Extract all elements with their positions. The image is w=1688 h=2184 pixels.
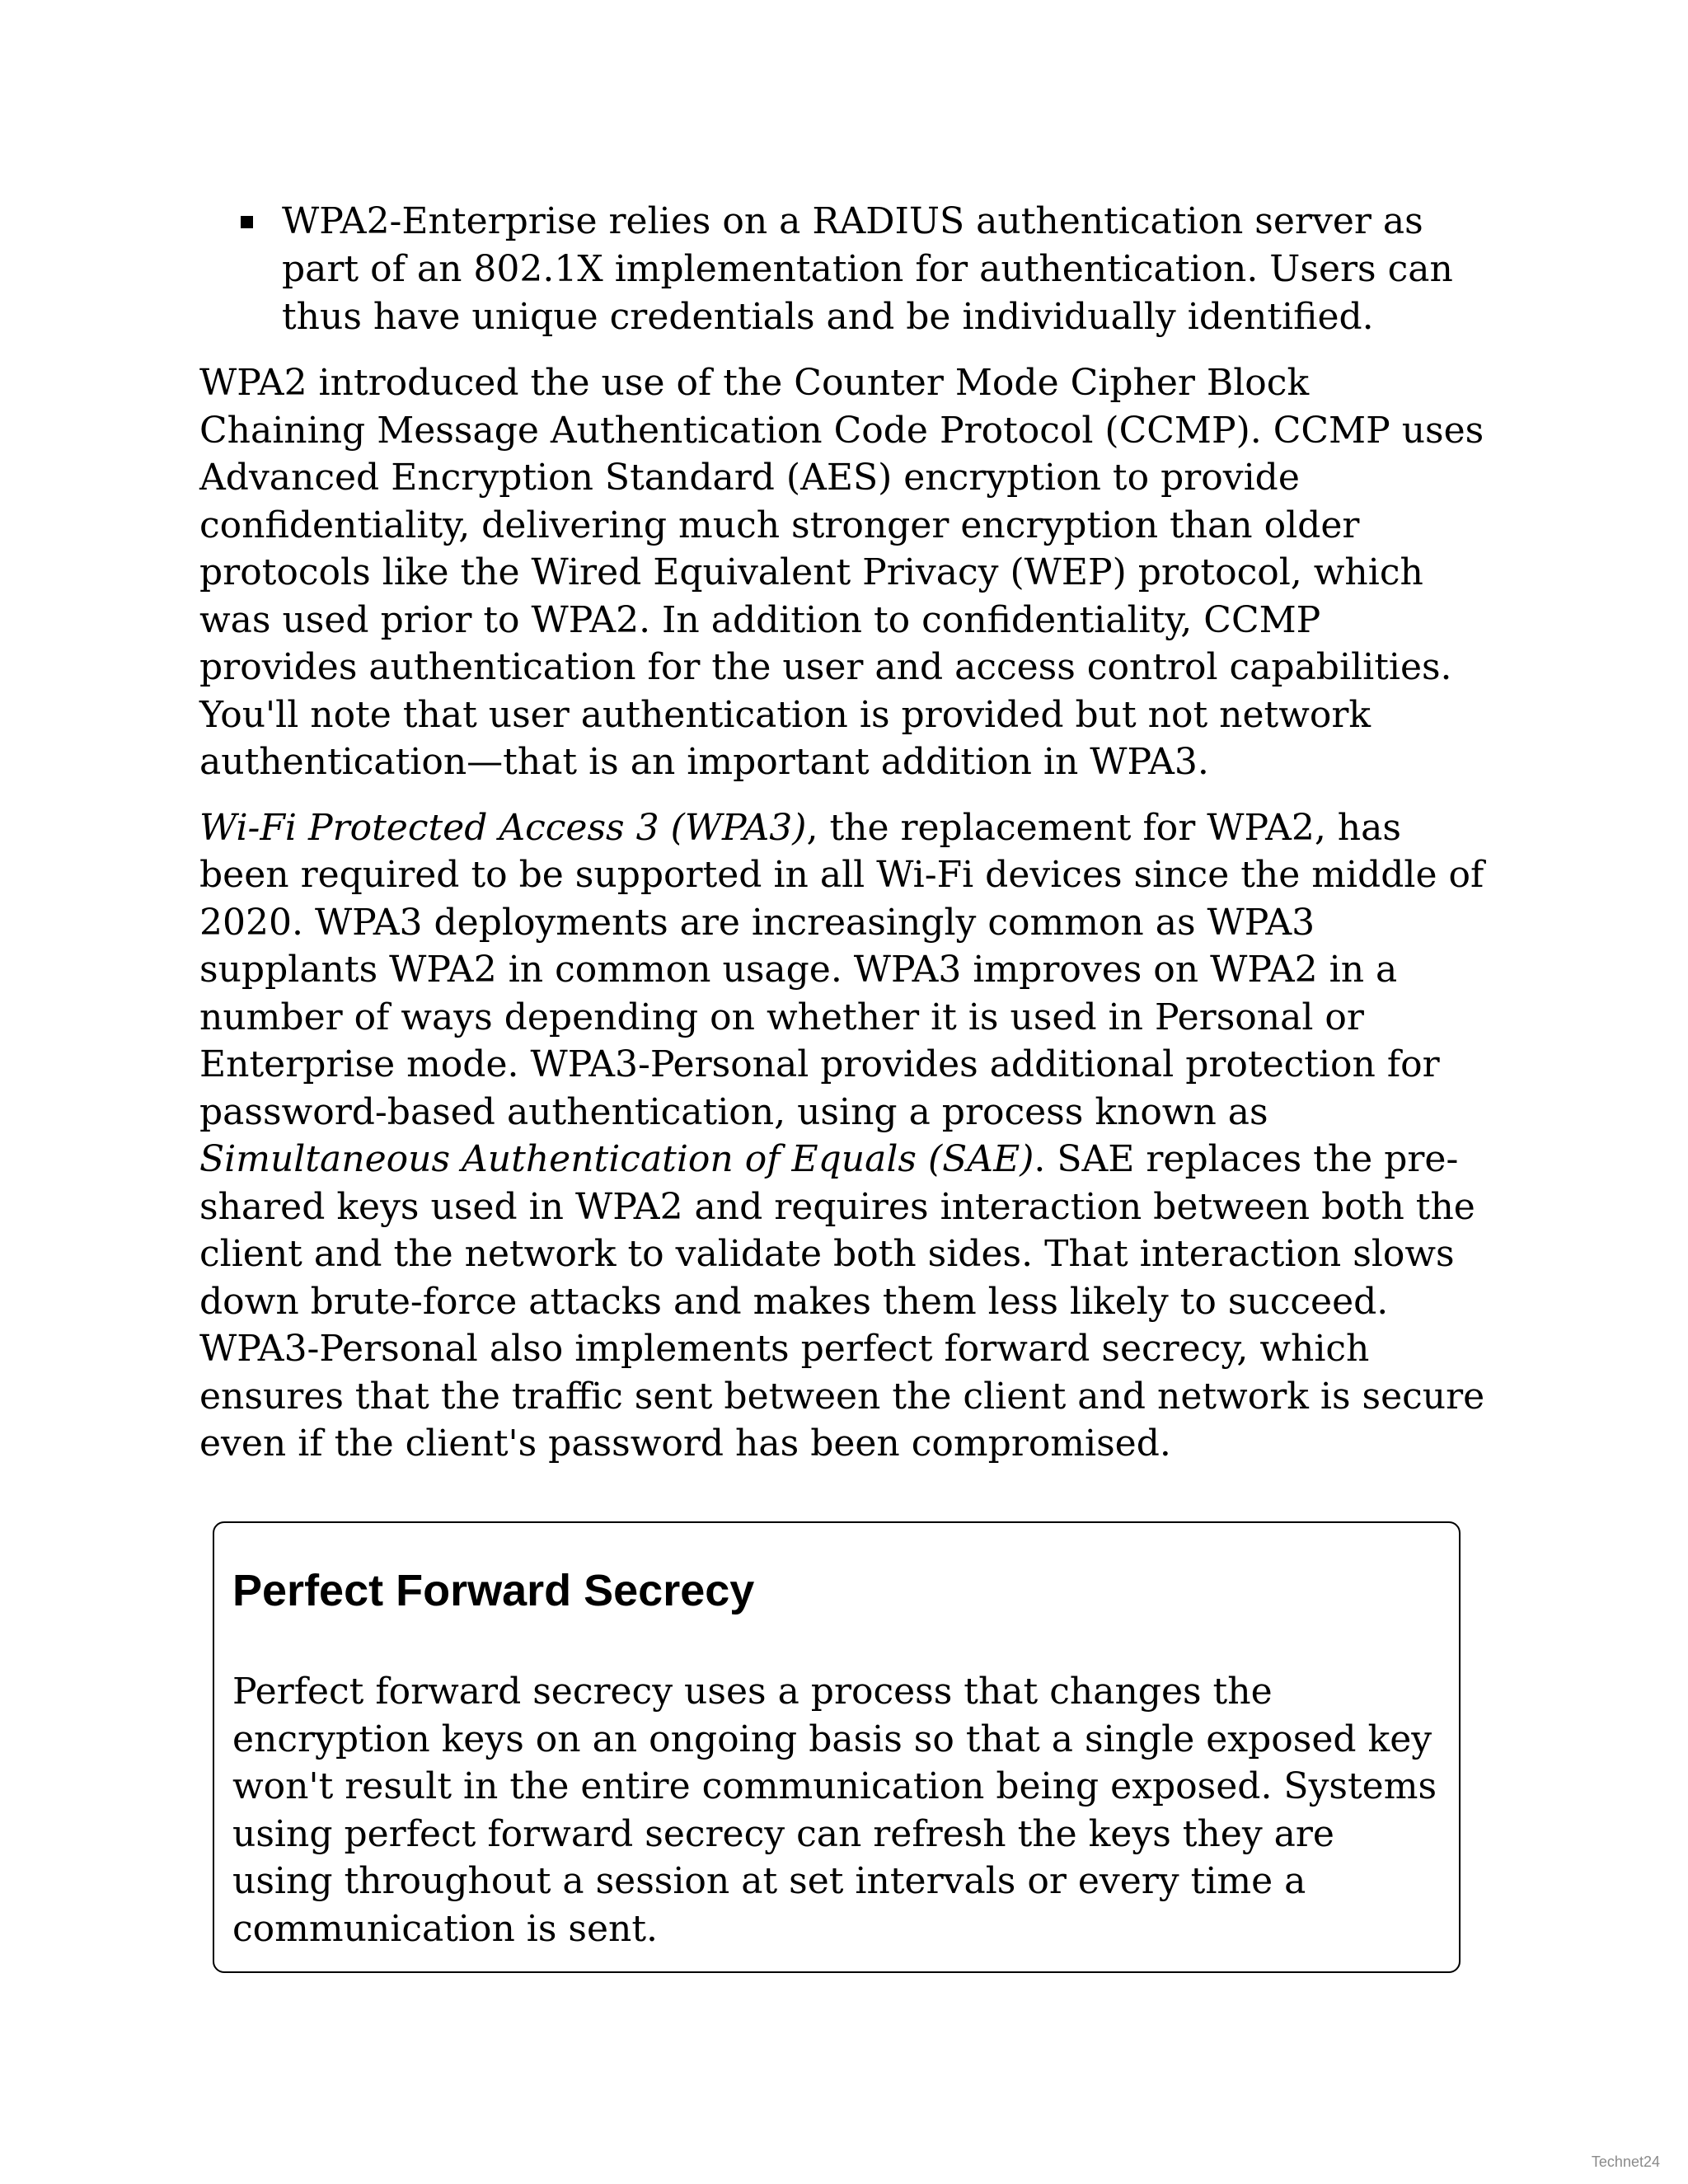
term-wpa3: Wi-Fi Protected Access 3 (WPA3) — [199, 806, 807, 849]
paragraph-wpa3-text-2: . SAE replaces the pre-shared keys used in WPA2 and requires interaction between both the client and the network to validate both sides. That interaction slows down brute-force attacks and makes them less likely to succeed. WPA3-Personal also implements perfect forward secrecy, which ensures that the traffic sent between the client and network is secure even if the client's password has been compromised. — [199, 1138, 1485, 1465]
watermark: Technet24 — [1591, 2154, 1660, 2170]
paragraph-ccmp: WPA2 introduced the use of the Counter Mode Cipher Block Chaining Message Authentication Code Protocol (CCMP). CCMP uses Advanced Encryption Standard (AES) encryption to provide confidentiality, delivering much stronger encryption than older protocols like the Wired Equivalent Privacy (WEP) protocol, which was used prior to WPA2. In addition to confidentiality, CCMP provides authentication for the user and access control capabilities. You'll note that user authentication is provided but not network authentication—that is an important addition in WPA3. — [199, 362, 1484, 783]
sidebar-body: Perfect forward secrecy uses a process that changes the encryption keys on an ongoing basis so that a single exposed key won't result in the entire communication being exposed. Systems using perfect forward secrecy can refresh the keys they are using throughout a session at set intervals or every time a communication is sent. — [232, 1671, 1437, 1950]
paragraph-wpa3-text-1: , the replacement for WPA2, has been required to be supported in all Wi-Fi devices since the middle of 2020. WPA3 deployments are increasingly common as WPA3 supplants WPA2 in common usage. WPA3 improves on WPA2 in a number of ways depending on whether it is used in Personal or Enterprise mode. WPA3-Personal provides additional protection for password-based authentication, using a process known as — [199, 806, 1484, 1133]
paragraph-wpa3 — [199, 804, 1485, 1468]
sidebar-box — [213, 1521, 1461, 1973]
term-sae: Simultaneous Authentication of Equals (SAE) — [199, 1138, 1034, 1180]
page-content — [199, 198, 1485, 1486]
bullet-text: WPA2-Enterprise relies on a RADIUS authentication server as part of an 802.1X implementation for authentication. Users can thus have unique credentials and be individually identified. — [282, 200, 1453, 338]
square-bullet-icon — [241, 216, 253, 228]
list-item — [199, 198, 1485, 341]
sidebar-title: Perfect Forward Secrecy — [232, 1566, 755, 1615]
bullet-list — [199, 198, 1485, 341]
